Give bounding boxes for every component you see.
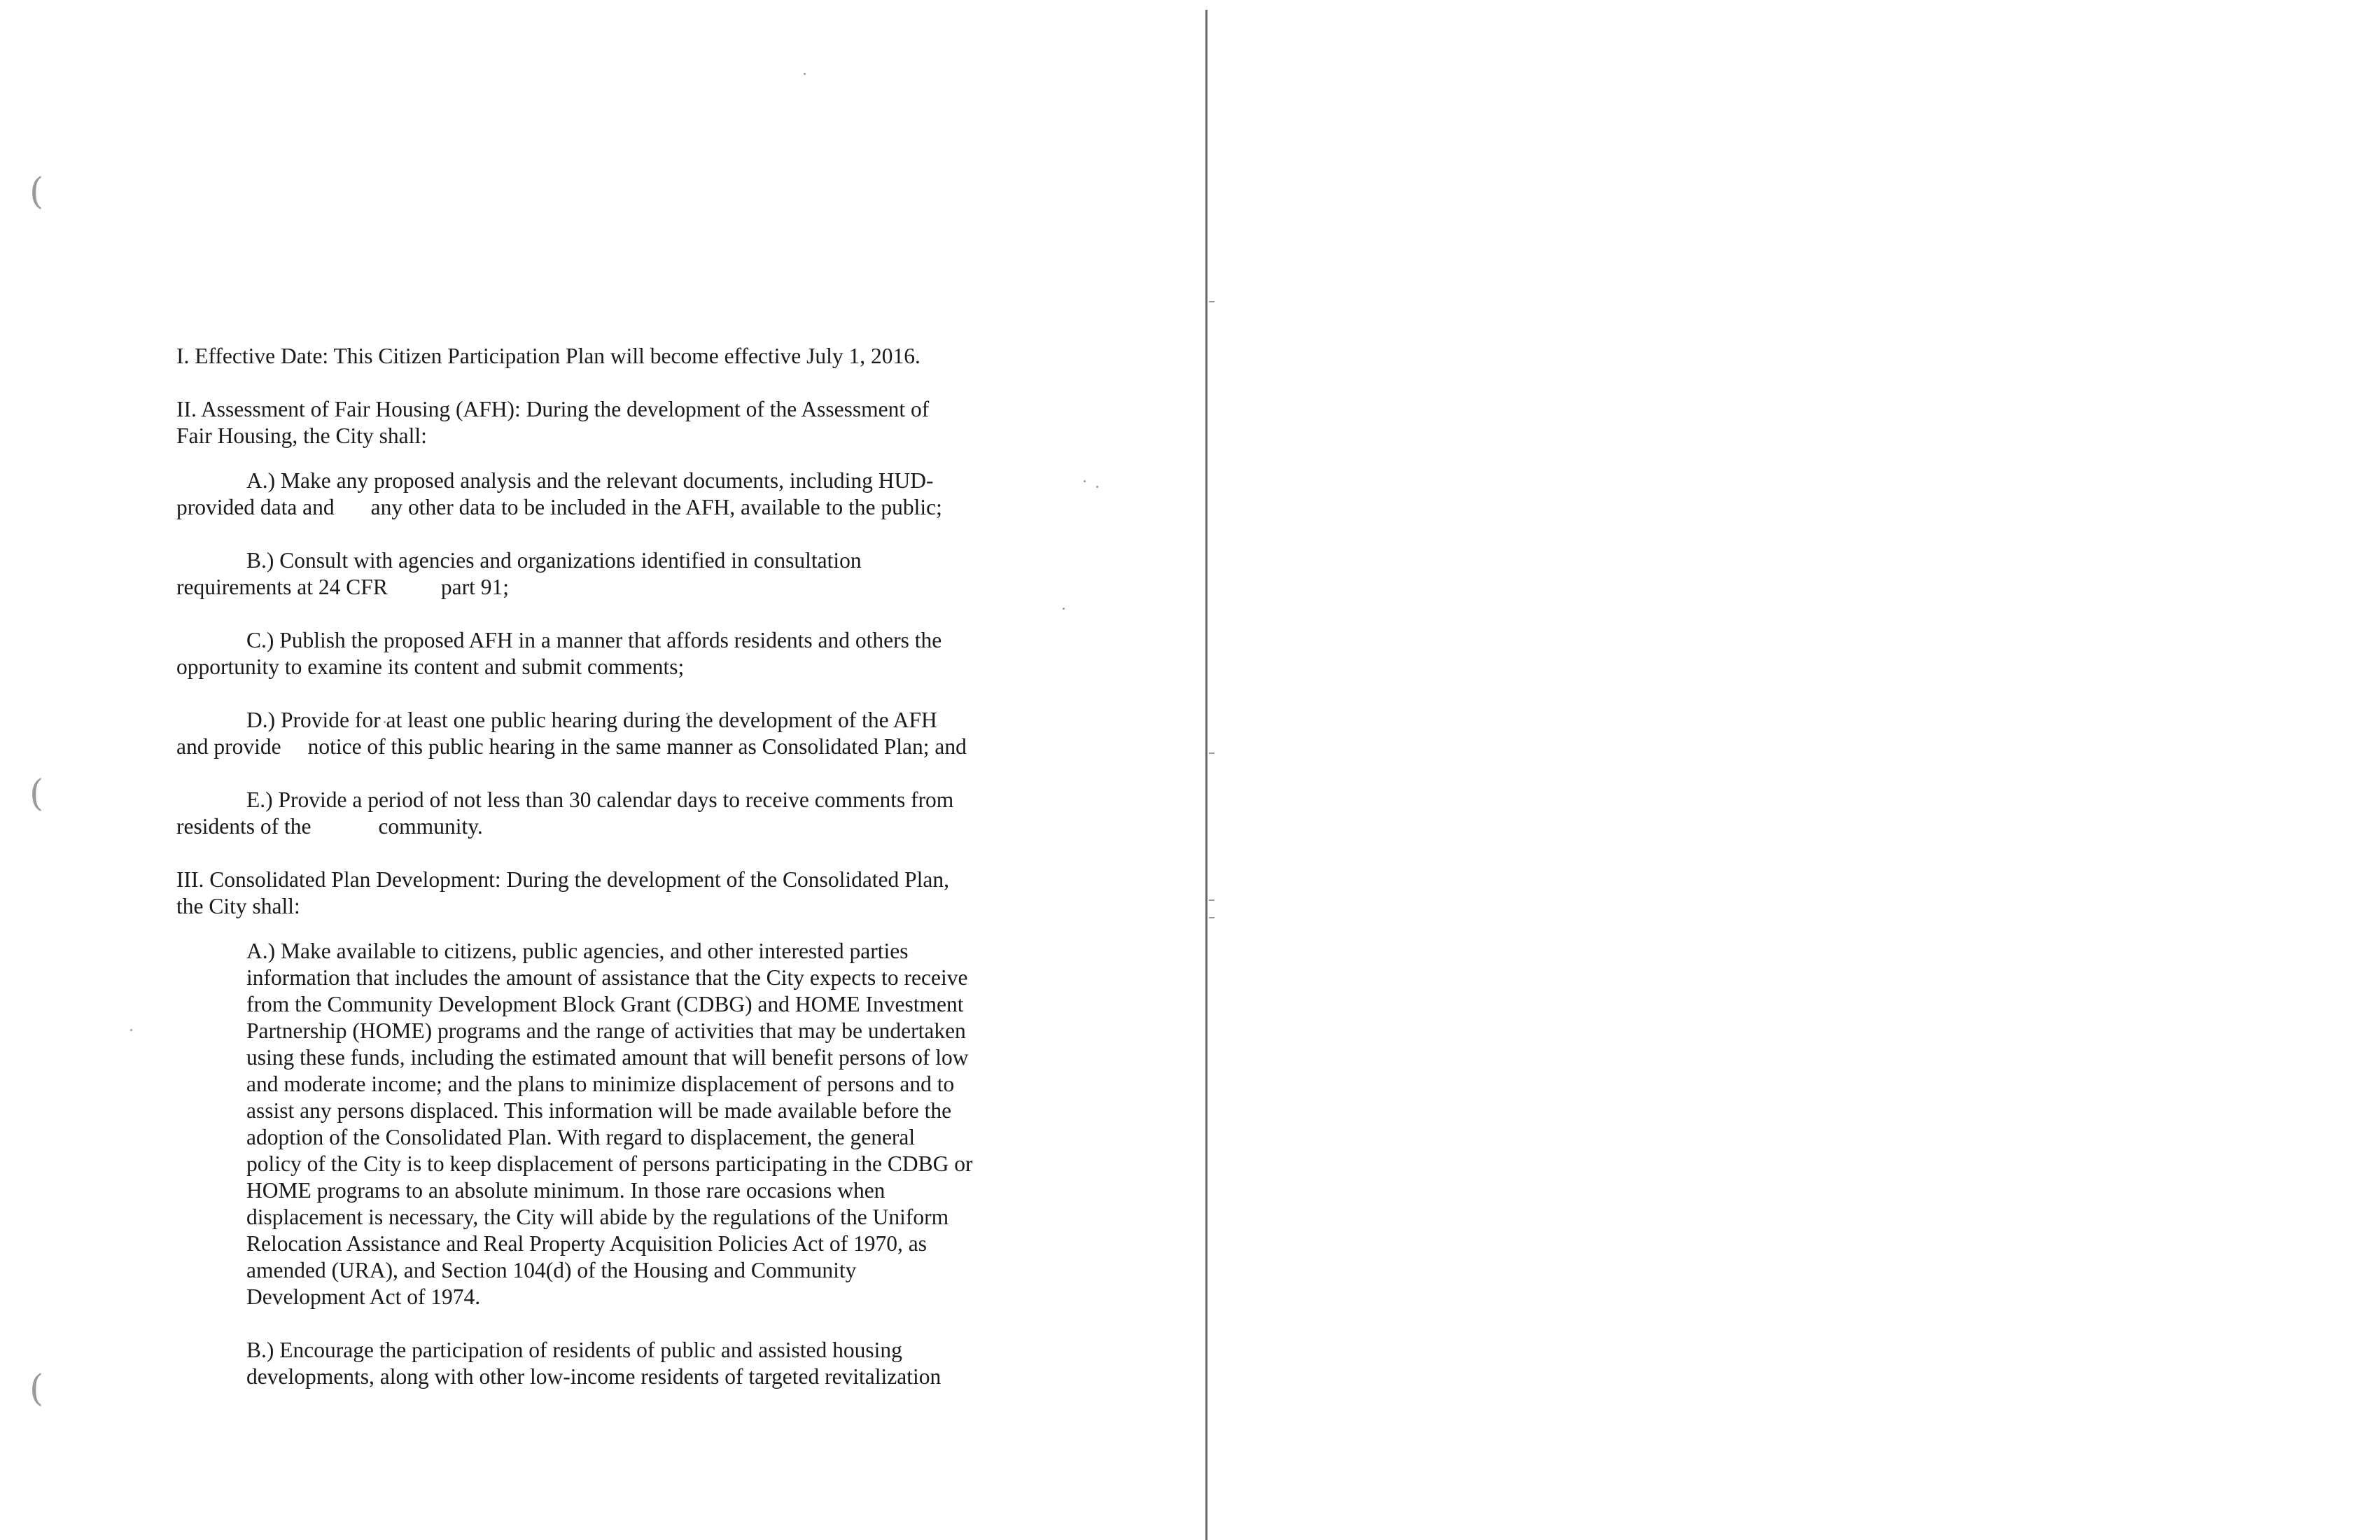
item-a-line: information that includes the amount of assistance that the City expects to receive [246, 965, 968, 990]
afh-item-c [176, 627, 1051, 680]
scan-speck [804, 73, 806, 75]
item-a-line: Partnership (HOME) programs and the range of activities that may be undertaken [246, 1018, 966, 1043]
afh-item-e-line-1: E.) Provide a period of not less than 30 calendar days to receive comments from [246, 788, 954, 812]
scan-speck [130, 1029, 132, 1031]
afh-item-e-line-2a: residents of the [176, 814, 312, 839]
afh-item-a-line-2b: any other data to be included in the AFH, available to the public; [370, 495, 942, 519]
scan-speck [1084, 480, 1086, 482]
item-b-line: B.) Encourage the participation of residents of public and assisted housing [246, 1338, 902, 1362]
afh-item-d-line-1: D.) Provide for at least one public hearing during the development of the AFH [246, 708, 937, 732]
document-body [176, 343, 1051, 1417]
divider-tick [1209, 752, 1214, 754]
afh-item-d [176, 707, 1051, 760]
consolidated-plan-item-a [246, 938, 1044, 1310]
afh-item-a [176, 468, 1051, 521]
item-a-line: displacement is necessary, the City will abide by the regulations of the Uniform [246, 1205, 949, 1229]
consolidated-plan-heading [176, 867, 1051, 920]
afh-item-d-line-2b: notice of this public hearing in the same manner as Consolidated Plan; and [307, 734, 967, 759]
item-a-line: amended (URA), and Section 104(d) of the Housing and Community [246, 1258, 857, 1282]
afh-item-a-line-1: A.) Make any proposed analysis and the relevant documents, including HUD- [246, 468, 934, 493]
effective-date-paragraph: I. Effective Date: This Citizen Participation Plan will become effective July 1, 2016. [176, 344, 920, 368]
item-a-line: assist any persons displaced. This information will be made available before the [246, 1098, 952, 1123]
afh-item-d-line-2a: and provide [176, 734, 281, 759]
item-a-line: using these funds, including the estimated amount that will benefit persons of low [246, 1045, 969, 1070]
afh-item-b-line-2b: part 91; [440, 575, 509, 599]
binder-hole-mark-top: ( [29, 171, 44, 213]
afh-item-b [176, 547, 1051, 601]
afh-item-b-line-2a: requirements at 24 CFR [176, 575, 388, 599]
item-a-line: Development Act of 1974. [246, 1284, 481, 1309]
afh-item-e [176, 787, 1051, 840]
scan-speck [1096, 486, 1098, 488]
item-a-line: from the Community Development Block Grant (CDBG) and HOME Investment [246, 992, 964, 1016]
item-a-line: and moderate income; and the plans to minimize displacement of persons and to [246, 1072, 955, 1096]
item-b-line: developments, along with other low-income residents of targeted revitalization [246, 1364, 941, 1389]
item-a-line: policy of the City is to keep displacement of persons participating in the CDBG or [246, 1152, 973, 1176]
page-divider-line [1205, 10, 1208, 1540]
consolidated-plan-item-b [246, 1337, 1044, 1390]
blank-right-page [1218, 0, 2380, 1540]
afh-heading-line-1: II. Assessment of Fair Housing (AFH): During the development of the Assessment of [176, 397, 930, 421]
afh-item-c-line-1: C.) Publish the proposed AFH in a manner that affords residents and others the [246, 628, 942, 652]
scan-speck [1063, 608, 1065, 610]
consolidated-plan-heading-line-2: the City shall: [176, 894, 300, 918]
divider-tick [1209, 917, 1214, 918]
afh-heading-line-2: Fair Housing, the City shall: [176, 424, 427, 448]
divider-tick [1209, 899, 1214, 901]
item-a-line: adoption of the Consolidated Plan. With regard to displacement, the general [246, 1125, 916, 1149]
afh-item-a-line-2a: provided data and [176, 495, 335, 519]
item-a-line: A.) Make available to citizens, public agencies, and other interested parties [246, 939, 909, 963]
afh-item-e-line-2b: community. [378, 814, 483, 839]
item-a-line: Relocation Assistance and Real Property Acquisition Policies Act of 1970, as [246, 1231, 927, 1256]
afh-heading [176, 396, 1051, 449]
consolidated-plan-heading-line-1: III. Consolidated Plan Development: During the development of the Consolidated Plan, [176, 867, 950, 892]
binder-hole-mark-middle: ( [29, 773, 44, 815]
afh-item-c-line-2: opportunity to examine its content and submit comments; [176, 654, 685, 679]
afh-item-b-line-1: B.) Consult with agencies and organizations identified in consultation [246, 548, 862, 573]
item-a-line: HOME programs to an absolute minimum. In those rare occasions when [246, 1178, 886, 1203]
binder-hole-mark-bottom: ( [29, 1368, 44, 1410]
divider-tick [1209, 301, 1214, 302]
